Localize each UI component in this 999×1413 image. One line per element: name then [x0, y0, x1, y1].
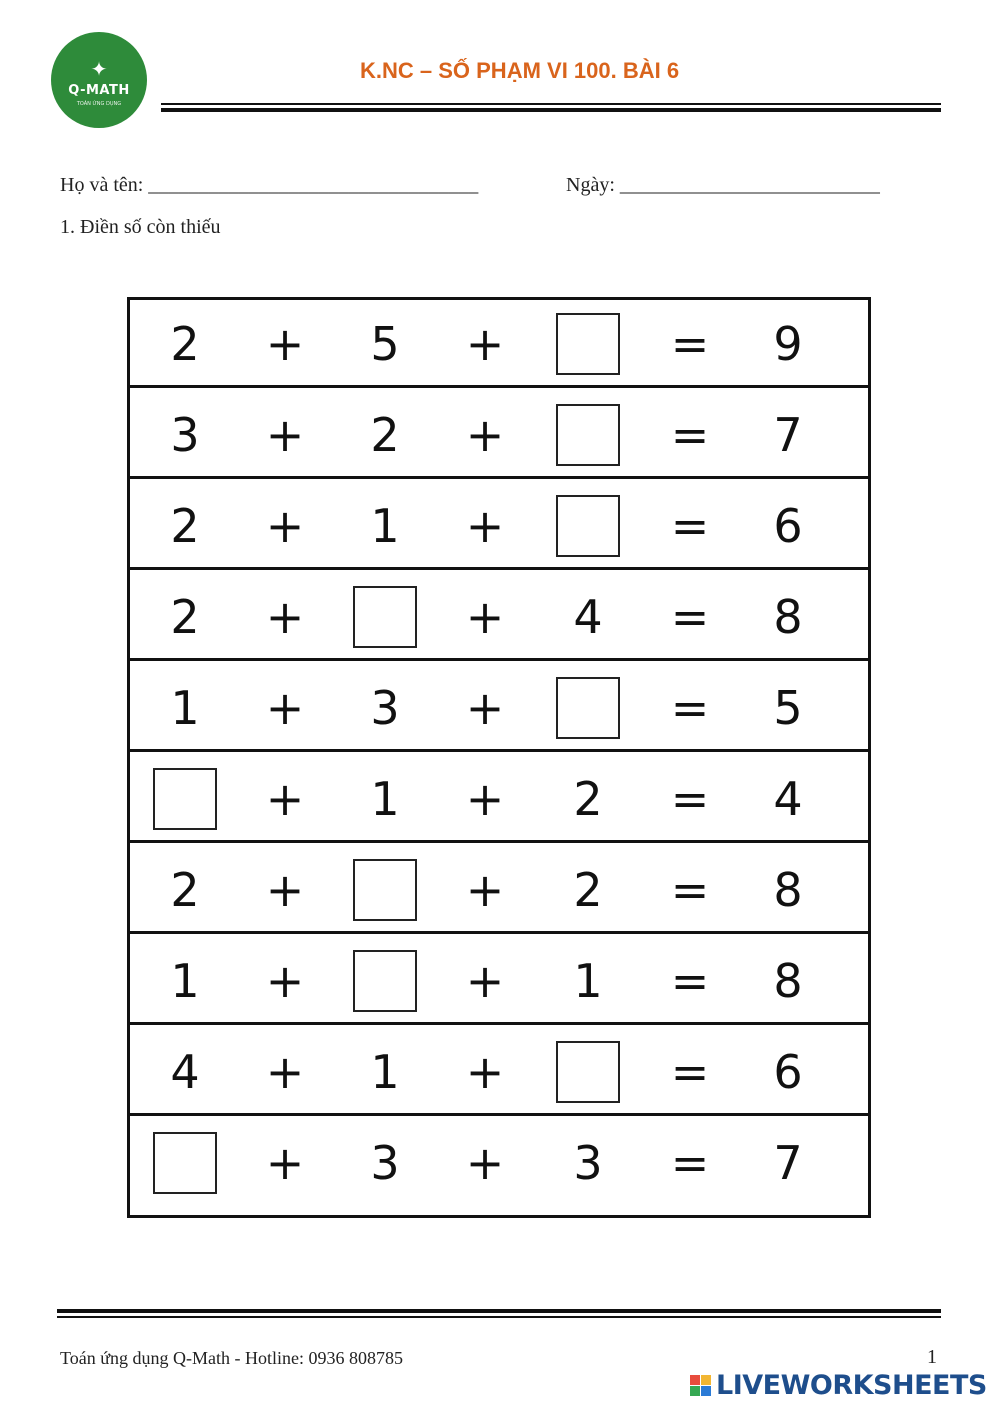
footer-hotline: Toán ứng dụng Q-Math - Hotline: 0936 808785: [60, 1348, 403, 1368]
equals-sign: =: [670, 772, 710, 826]
plus-sign-1: +: [265, 1045, 305, 1099]
term-2: 3: [370, 1136, 400, 1190]
logo-tagline: TOÁN ỨNG DỤNG: [76, 101, 122, 107]
equation-row: [130, 300, 868, 388]
equals-sign: =: [670, 1136, 710, 1190]
answer-cell[interactable]: [335, 846, 435, 934]
term-1: 3: [170, 408, 200, 462]
sum: 4: [773, 772, 803, 826]
answer-cell[interactable]: [538, 482, 638, 570]
equals-sign: =: [670, 863, 710, 917]
equals-sign: =: [670, 681, 710, 735]
equation-row: [130, 846, 868, 934]
footer-divider-thick: [57, 1309, 941, 1313]
answer-box[interactable]: [353, 586, 417, 648]
header-divider: [161, 103, 941, 105]
plus-sign-1: +: [265, 1136, 305, 1190]
term-3: 2: [573, 772, 603, 826]
equation-table: [127, 297, 871, 1218]
sum: 8: [773, 863, 803, 917]
plus-sign-2: +: [465, 590, 505, 644]
exercise-instruction: 1. Điền số còn thiếu: [60, 216, 221, 238]
liveworksheets-brand: LIVEWORKSHEETS: [716, 1370, 987, 1401]
term-1: 2: [170, 590, 200, 644]
term-1: 2: [170, 863, 200, 917]
equation-row: [130, 937, 868, 1025]
answer-box[interactable]: [556, 495, 620, 557]
plus-sign-2: +: [465, 317, 505, 371]
sum: 6: [773, 1045, 803, 1099]
answer-box[interactable]: [353, 859, 417, 921]
term-2: 1: [370, 1045, 400, 1099]
liveworksheets-icon: [690, 1375, 711, 1396]
equation-row: [130, 391, 868, 479]
logo-name: Q-MATH: [68, 83, 130, 98]
answer-box[interactable]: [556, 404, 620, 466]
term-1: 1: [170, 954, 200, 1008]
header-divider-thick: [161, 108, 941, 112]
sum: 7: [773, 1136, 803, 1190]
equation-row: [130, 755, 868, 843]
equation-row: [130, 573, 868, 661]
term-2: 2: [370, 408, 400, 462]
equals-sign: =: [670, 408, 710, 462]
plus-sign-1: +: [265, 408, 305, 462]
plus-sign-1: +: [265, 863, 305, 917]
answer-cell[interactable]: [335, 937, 435, 1025]
answer-cell[interactable]: [538, 1028, 638, 1116]
term-1: 2: [170, 317, 200, 371]
sum: 8: [773, 590, 803, 644]
plus-sign-2: +: [465, 954, 505, 1008]
equals-sign: =: [670, 590, 710, 644]
term-3: 3: [573, 1136, 603, 1190]
equals-sign: =: [670, 954, 710, 1008]
term-1: 4: [170, 1045, 200, 1099]
plus-sign-2: +: [465, 681, 505, 735]
sum: 7: [773, 408, 803, 462]
answer-box[interactable]: [556, 313, 620, 375]
answer-box[interactable]: [153, 1132, 217, 1194]
sum: 6: [773, 499, 803, 553]
plus-sign-2: +: [465, 772, 505, 826]
plus-sign-1: +: [265, 772, 305, 826]
qmath-logo: [51, 32, 147, 128]
term-2: 3: [370, 681, 400, 735]
plus-sign-1: +: [265, 317, 305, 371]
answer-cell[interactable]: [538, 664, 638, 752]
footer-divider: [57, 1316, 941, 1318]
plus-sign-1: +: [265, 681, 305, 735]
term-1: 1: [170, 681, 200, 735]
answer-cell[interactable]: [335, 573, 435, 661]
term-2: 1: [370, 772, 400, 826]
page-title: K.NC – SỐ PHẠM VI 100. BÀI 6: [360, 58, 680, 83]
term-2: 1: [370, 499, 400, 553]
sum: 8: [773, 954, 803, 1008]
answer-box[interactable]: [556, 1041, 620, 1103]
equation-row: [130, 1028, 868, 1116]
equation-row: [130, 1119, 868, 1207]
equals-sign: =: [670, 317, 710, 371]
equation-row: [130, 482, 868, 570]
plus-sign-1: +: [265, 954, 305, 1008]
sum: 9: [773, 317, 803, 371]
answer-box[interactable]: [353, 950, 417, 1012]
plus-sign-2: +: [465, 1045, 505, 1099]
plus-sign-2: +: [465, 408, 505, 462]
answer-box[interactable]: [556, 677, 620, 739]
plus-sign-1: +: [265, 590, 305, 644]
term-1: 2: [170, 499, 200, 553]
equation-row: [130, 664, 868, 752]
sum: 5: [773, 681, 803, 735]
name-field-label[interactable]: Họ và tên: _________________________________: [60, 174, 479, 196]
answer-cell[interactable]: [135, 1119, 235, 1207]
term-3: 2: [573, 863, 603, 917]
bird-icon: ✦: [90, 57, 108, 81]
answer-cell[interactable]: [538, 300, 638, 388]
equals-sign: =: [670, 1045, 710, 1099]
page-number: 1: [927, 1346, 937, 1368]
answer-cell[interactable]: [135, 755, 235, 843]
plus-sign-2: +: [465, 499, 505, 553]
equals-sign: =: [670, 499, 710, 553]
term-3: 1: [573, 954, 603, 1008]
liveworksheets-logo: [690, 1370, 987, 1401]
term-2: 5: [370, 317, 400, 371]
term-3: 4: [573, 590, 603, 644]
plus-sign-1: +: [265, 499, 305, 553]
plus-sign-2: +: [465, 863, 505, 917]
plus-sign-2: +: [465, 1136, 505, 1190]
answer-box[interactable]: [153, 768, 217, 830]
date-field-label[interactable]: Ngày: __________________________: [566, 174, 880, 196]
answer-cell[interactable]: [538, 391, 638, 479]
